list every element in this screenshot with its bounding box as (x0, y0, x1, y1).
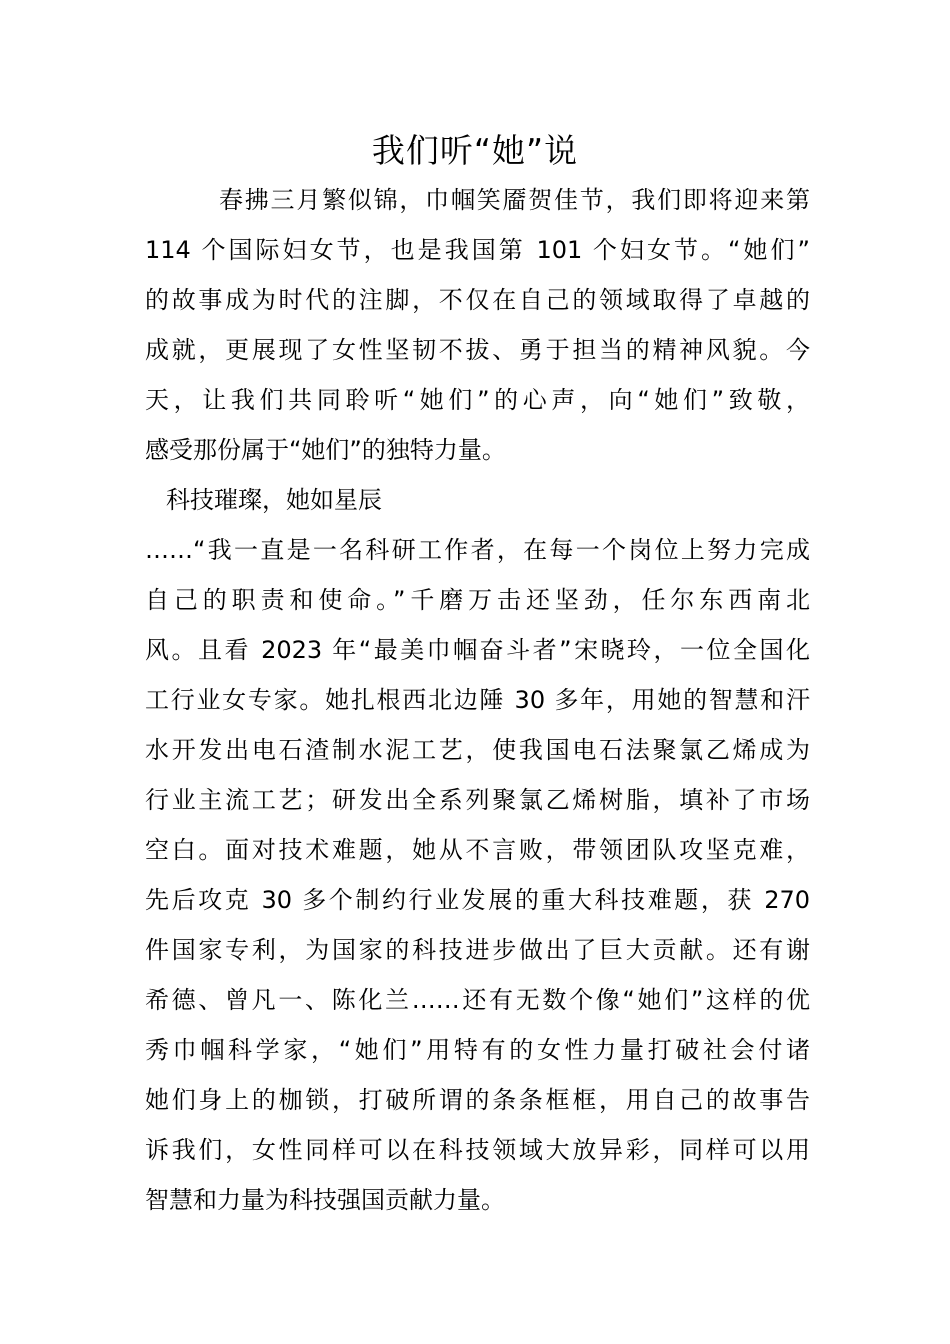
section-line-1: ……“我一直是一名科研工作者，在每一个岗位上努力完成 (145, 536, 810, 564)
intro-line-5: 天，让我们共同聆听“她们”的心声，向“她们”致敬， (145, 386, 810, 414)
intro-line-2: 114 个国际妇女节，也是我国第 101 个妇女节。“她们” (145, 236, 810, 264)
section-line-13: 诉我们，女性同样可以在科技领域大放异彩，同样可以用 (145, 1136, 810, 1164)
section-line-9: 件国家专利，为国家的科技进步做出了巨大贡献。还有谢 (145, 936, 810, 964)
section-line-6: 行业主流工艺；研发出全系列聚氯乙烯树脂，填补了市场 (145, 786, 810, 814)
section-line-2: 自己的职责和使命。”千磨万击还坚劲，任尔东西南北 (145, 586, 810, 614)
section-heading: 科技璀璨，她如星辰 (166, 486, 382, 514)
section-line-3: 风。且看 2023 年“最美巾帼奋斗者”宋晓玲，一位全国化 (145, 636, 810, 664)
section-line-5: 水开发出电石渣制水泥工艺，使我国电石法聚氯乙烯成为 (145, 736, 810, 764)
section-line-11: 秀巾帼科学家，“她们”用特有的女性力量打破社会付诸 (145, 1036, 810, 1064)
section-line-7: 空白。面对技术难题，她从不言败，带领团队攻坚克难， (145, 836, 810, 864)
section-line-12: 她们身上的枷锁，打破所谓的条条框框，用自己的故事告 (145, 1086, 810, 1114)
intro-line-3: 的故事成为时代的注脚，不仅在自己的领域取得了卓越的 (145, 286, 810, 314)
intro-line-1: 春拂三月繁似锦，巾帼笑靥贺佳节，我们即将迎来第 (219, 186, 810, 214)
section-line-8: 先后攻克 30 多个制约行业发展的重大科技难题，获 270 (145, 886, 810, 914)
section-line-14: 智慧和力量为科技强国贡献力量。 (145, 1186, 505, 1214)
document-title: 我们听“她”说 (371, 131, 579, 170)
intro-line-6: 感受那份属于“她们”的独特力量。 (145, 436, 506, 464)
section-line-4: 工行业女专家。她扎根西北边陲 30 多年，用她的智慧和汗 (145, 686, 810, 714)
section-line-10: 希德、曾凡一、陈化兰……还有无数个像“她们”这样的优 (145, 986, 810, 1014)
intro-line-4: 成就，更展现了女性坚韧不拔、勇于担当的精神风貌。今 (145, 336, 810, 364)
